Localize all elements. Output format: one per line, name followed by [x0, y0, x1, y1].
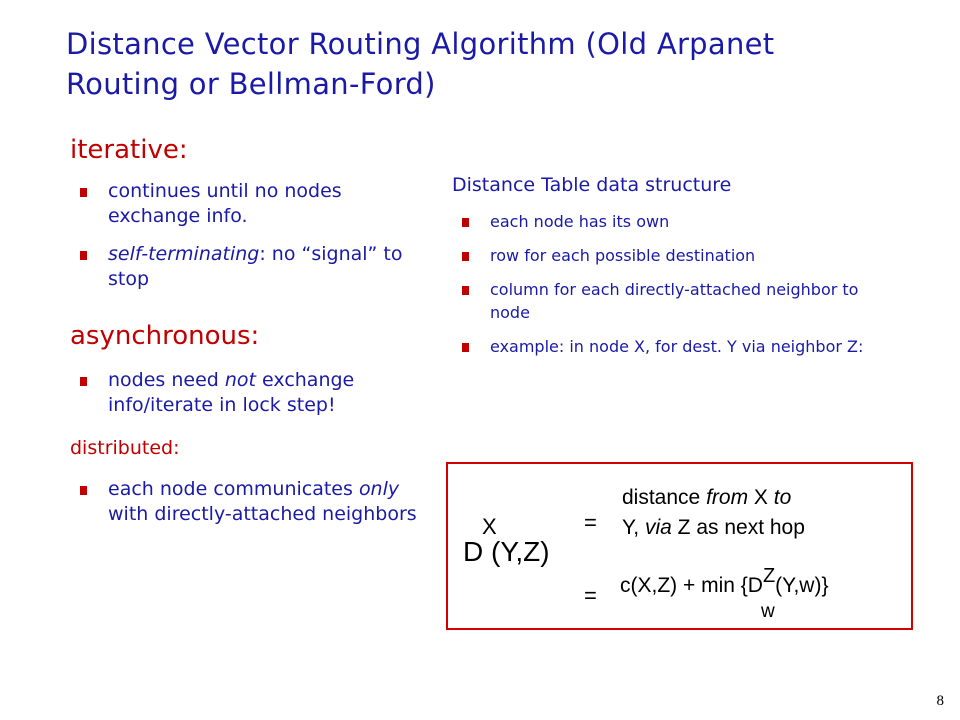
formula-superscript-x: X — [482, 514, 497, 539]
iterative-list — [70, 179, 430, 305]
formula-definition-line-1: distance from X to — [622, 486, 792, 509]
formula-superscript-z: Z — [762, 565, 776, 587]
bullet-icon — [462, 252, 469, 261]
iterative-heading: iterative: — [70, 135, 188, 165]
title-line-1: Distance Vector Routing Algorithm (Old Arpanet — [66, 27, 775, 61]
bullet-icon — [80, 377, 87, 386]
formula-equals-2: = — [584, 583, 597, 608]
item-text: : no “signal” to stop — [108, 243, 403, 290]
list-item — [452, 244, 882, 267]
item-text: each node has its own — [490, 212, 670, 231]
item-emphasis: self-terminating — [108, 243, 260, 265]
list-item — [70, 242, 430, 292]
page-number: 8 — [936, 693, 944, 709]
bullet-icon — [462, 218, 469, 227]
list-item — [452, 278, 882, 324]
distributed-list — [70, 477, 430, 540]
list-item — [452, 210, 882, 233]
formula-definition-line-2: Y, via Z as next hop — [622, 516, 805, 539]
item-text: column for each directly-attached neighbor to node — [490, 280, 859, 322]
bullet-icon — [80, 486, 87, 495]
list-item — [70, 179, 430, 229]
item-text: example: in node X, for dest. Y via neighbor Z: — [490, 337, 864, 356]
asynchronous-heading: asynchronous: — [70, 321, 260, 351]
item-text-pre: nodes need — [108, 369, 225, 391]
bullet-icon — [80, 188, 87, 197]
bullet-icon — [462, 343, 469, 352]
item-text-post: exchange info/iterate in lock step! — [108, 369, 355, 416]
list-item — [452, 335, 882, 358]
list-item — [70, 477, 430, 527]
slide-title — [66, 24, 926, 104]
formula-box — [446, 462, 913, 630]
distributed-heading: distributed: — [70, 437, 180, 459]
formula-d-yz: D (Y,Z) — [463, 536, 550, 567]
bullet-icon — [462, 286, 469, 295]
distance-table-heading: Distance Table data structure — [452, 174, 732, 196]
distance-table-list — [452, 210, 882, 369]
item-emphasis: only — [358, 478, 400, 500]
formula-equals-1: = — [584, 510, 597, 535]
bullet-icon — [80, 251, 87, 260]
formula-subscript-w: w — [761, 601, 775, 622]
formula-expression: c(X,Z) + min {DZ(Y,w)} — [620, 565, 829, 597]
item-emphasis: not — [224, 369, 257, 391]
title-line-2: Routing or Bellman-Ford) — [66, 67, 436, 101]
item-text-pre: each node communicates — [108, 478, 359, 500]
item-text: row for each possible destination — [490, 246, 756, 265]
item-text: continues until no nodes exchange info. — [108, 180, 342, 227]
item-text-post: with directly-attached neighbors — [108, 503, 417, 525]
list-item — [70, 368, 430, 418]
asynchronous-list — [70, 368, 430, 431]
